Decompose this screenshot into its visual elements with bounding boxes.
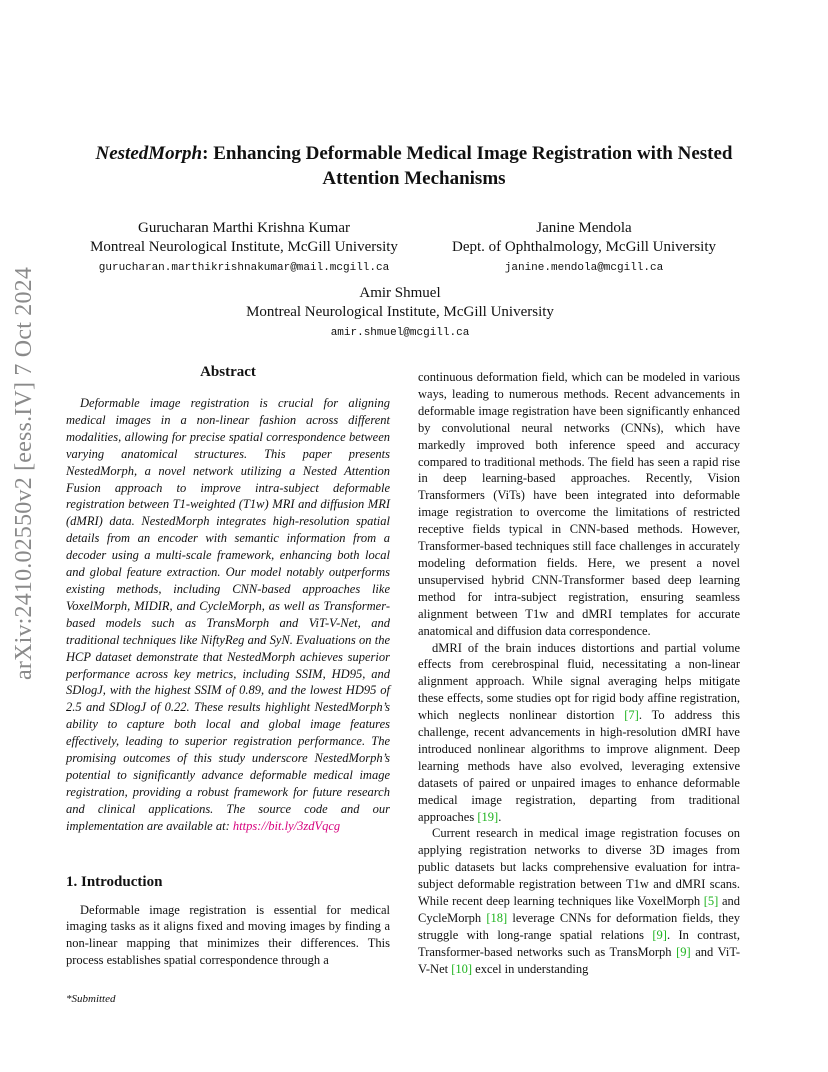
intro-heading: 1. Introduction bbox=[66, 873, 163, 890]
citation[interactable]: [7] bbox=[624, 708, 639, 723]
author-email[interactable]: amir.shmuel@mcgill.ca bbox=[330, 327, 470, 339]
right-column bbox=[418, 369, 740, 978]
abstract-body: Deformable image registration is crucial for aligning medical images in a non-linear fashion across different modalities, allowing for precise spatial correspondence between varying anatomical structures. This paper presents NestedMorph, a novel network utilizing a Nested Attention Fusion approach to improve intra-subject deformable registration between T1-weighted (T1w) MRI and diffusion MRI (dMRI) data. NestedMorph integrates high-resolution spatial details from an encoder with semantic information from a decoder using a multi-scale framework, enhancing both local and global feature extraction. Our model notably outperforms existing methods, including CNN-based approaches like VoxelMorph, MIDIR, and CycleMorph, as well as Transformer-based models such as TransMorph and ViT-V-Net, and traditional techniques like NiftyReg and SyN. Evaluations on the HCP dataset demonstrate that NestedMorph achieves superior performance across key metrics, including SSIM, HD95, and SDlogJ, with the highest SSIM of 0.89, and the lowest HD95 of 2.5 and SDlogJ of 0.22. These results highlight NestedMorph’s ability to capture both local and global image features effectively, leading to superior registration performance. The promising outcomes of this study underscore NestedMorph’s potential to significantly advance deformable medical image registration, providing a robust framework for future research and clinical applications. The source code and our implementation are available at: bbox=[66, 396, 390, 833]
author-email[interactable]: janine.mendola@mcgill.ca bbox=[504, 262, 664, 274]
author-block-1 bbox=[60, 219, 428, 275]
citation[interactable]: [9] bbox=[652, 927, 667, 942]
author-block-3 bbox=[200, 284, 600, 340]
right-paragraph-3: Current research in medical image registration focuses on applying registration networks to diverse 3D images from public datasets but lacks comprehensive evaluation for intra-subject deformable registration between T1w and dMRI scans. While recent deep learning techniques like VoxelMorph [5] and CycleMorph [18] leverage CNNs for deformation fields, they struggle with long-range spatial relations [9]. In contrast, Transformer-based networks such as TransMorph [9] and ViT-V-Net [10] excel in understanding bbox=[418, 826, 741, 976]
citation[interactable]: [10] bbox=[451, 961, 473, 976]
author-block-2 bbox=[428, 219, 740, 275]
arxiv-side-label: arXiv:2410.02550v2 [eess.IV] 7 Oct 2024 bbox=[11, 266, 37, 680]
citation[interactable]: [5] bbox=[703, 894, 719, 909]
paper-title bbox=[40, 141, 788, 191]
right-paragraph-2: dMRI of the brain induces distortions and partial volume effects from cerebrospinal fluid, necessitating a non-linear alignment approach. While signal averaging helps mitigate these effects, some studies opt for rigid body affine registration, which neglects nonlinear distortion [7]. To address this challenge, recent advancements in high-resolution dMRI have introduced nonlinear algorithms to improve alignment. Deep learning methods have also evolved, leveraging extensive datasets of paired or unpaired images to enhance deformable medical image registration, departing from traditional approaches [19]. bbox=[418, 640, 740, 824]
author-affiliation: Montreal Neurological Institute, McGill University bbox=[246, 304, 554, 320]
citation[interactable]: [9] bbox=[676, 944, 691, 959]
intro-paragraph: Deformable image registration is essential for medical imaging tasks as it aligns fixed and moving images by finding a non-linear mapping that minimizes their differences. This process establishes spatial correspondence through a bbox=[66, 902, 390, 968]
footnote-text: *Submitted bbox=[66, 993, 116, 1005]
footnote bbox=[66, 992, 116, 1006]
title-name: NestedMorph bbox=[95, 143, 203, 164]
author-name: Janine Mendola bbox=[536, 220, 632, 236]
abstract-text bbox=[66, 395, 390, 835]
abstract-heading: Abstract bbox=[200, 364, 256, 380]
code-link[interactable]: https://bit.ly/3zdVqcg bbox=[232, 818, 341, 833]
author-name: Gurucharan Marthi Krishna Kumar bbox=[137, 220, 350, 236]
citation[interactable]: [18] bbox=[486, 911, 508, 925]
left-column bbox=[66, 362, 390, 969]
title-line2: Attention Mechanisms bbox=[322, 168, 506, 189]
author-affiliation: Dept. of Ophthalmology, McGill University bbox=[452, 239, 716, 255]
citation[interactable]: [19] bbox=[477, 809, 499, 824]
author-affiliation: Montreal Neurological Institute, McGill University bbox=[90, 239, 398, 255]
author-email[interactable]: gurucharan.marthikrishnakumar@mail.mcgill.ca bbox=[98, 262, 390, 274]
title-rest-line1: : Enhancing Deformable Medical Image Registration with Nested bbox=[202, 143, 733, 164]
author-name: Amir Shmuel bbox=[359, 285, 441, 301]
right-paragraph-1: continuous deformation field, which can be modeled in various ways, leading to numerous methods. Recent advancements in deformable image registration have been significantly enhanced by convolutional neural networks (CNNs), which have markedly improved both inference speed and accuracy compared to traditional methods. The field has seen a rapid rise in deep learning-based approaches. Recently, Vision Transformers (ViTs) have been integrated into deformable image registration to overcome the limitations of restricted receptive fields typical in CNN-based methods. However, Transformer-based techniques still face challenges in accurately modeling deformation fields. Here, we present a novel unsupervised hybrid CNN-Transformer based deep learning method for intra-subject registration, ensuring seamless alignment between T1w and dMRI templates for accurate anatomical and diffusion data correspondence. bbox=[418, 370, 740, 638]
